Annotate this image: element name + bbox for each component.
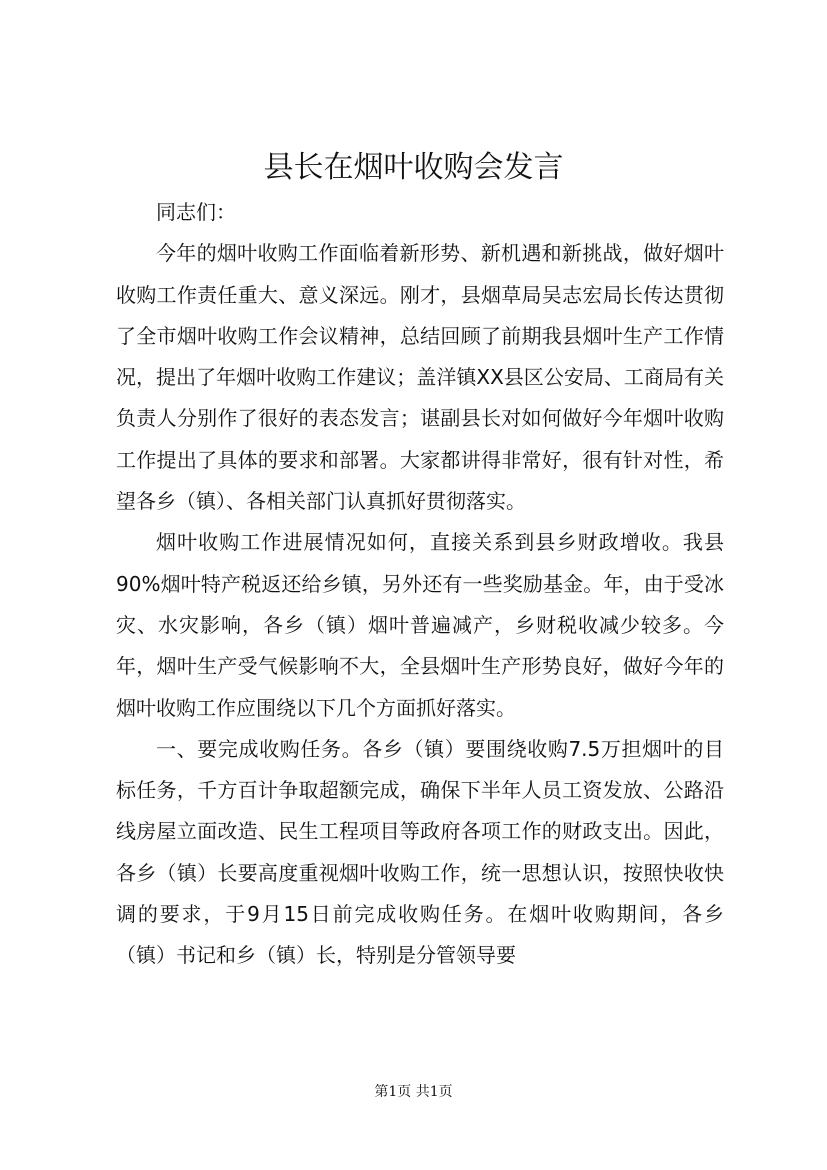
salutation: 同志们： (156, 200, 236, 224)
document-title: 县长在烟叶收购会发言 (263, 150, 564, 185)
paragraph-1: 今年的烟叶收购工作面临着新形势、新机遇和新挑战，做好烟叶收购工作责任重大、意义深远。刚才，县烟草局吴志宏局长传达贯彻了全市烟叶收购工作会议精神，总结回顾了前期我县烟叶生产工作情况，提出了年烟叶收购工作建议；盖洋镇XX县区公安局、工商局有关负责人分别作了很好的表态发言；谌副县长对如何做好今年烟叶收购工作提出了具体的要求和部署。大家都讲得非常好，很有针对性，希望各乡（镇）、各相关部门认真抓好贯彻落实。 (116, 241, 724, 514)
document-body (116, 192, 724, 977)
page-footer: 第1页 共1页 (374, 1084, 453, 1100)
paragraph-3: 一、要完成收购任务。各乡（镇）要围绕收购7.5万担烟叶的目标任务，千方百计争取超额完成，确保下半年人员工资发放、公路沿线房屋立面改造、民生工程项目等政府各项工作的财政支出。因此，各乡（镇）长要高度重视烟叶收购工作，统一思想认识，按照快收快调的要求，于9月15日前完成收购任务。在烟叶收购期间，各乡（镇）书记和乡（镇）长，特别是分管领导要 (116, 736, 724, 968)
paragraph-2: 烟叶收购工作进展情况如何，直接关系到县乡财政增收。我县90%烟叶特产税返还给乡镇，另外还有一些奖励基金。年，由于受冰灾、水灾影响，各乡（镇）烟叶普遍减产，乡财税收减少较多。今年，烟叶生产受气候影响不大，全县烟叶生产形势良好，做好今年的烟叶收购工作应围绕以下几个方面抓好落实。 (116, 530, 724, 720)
